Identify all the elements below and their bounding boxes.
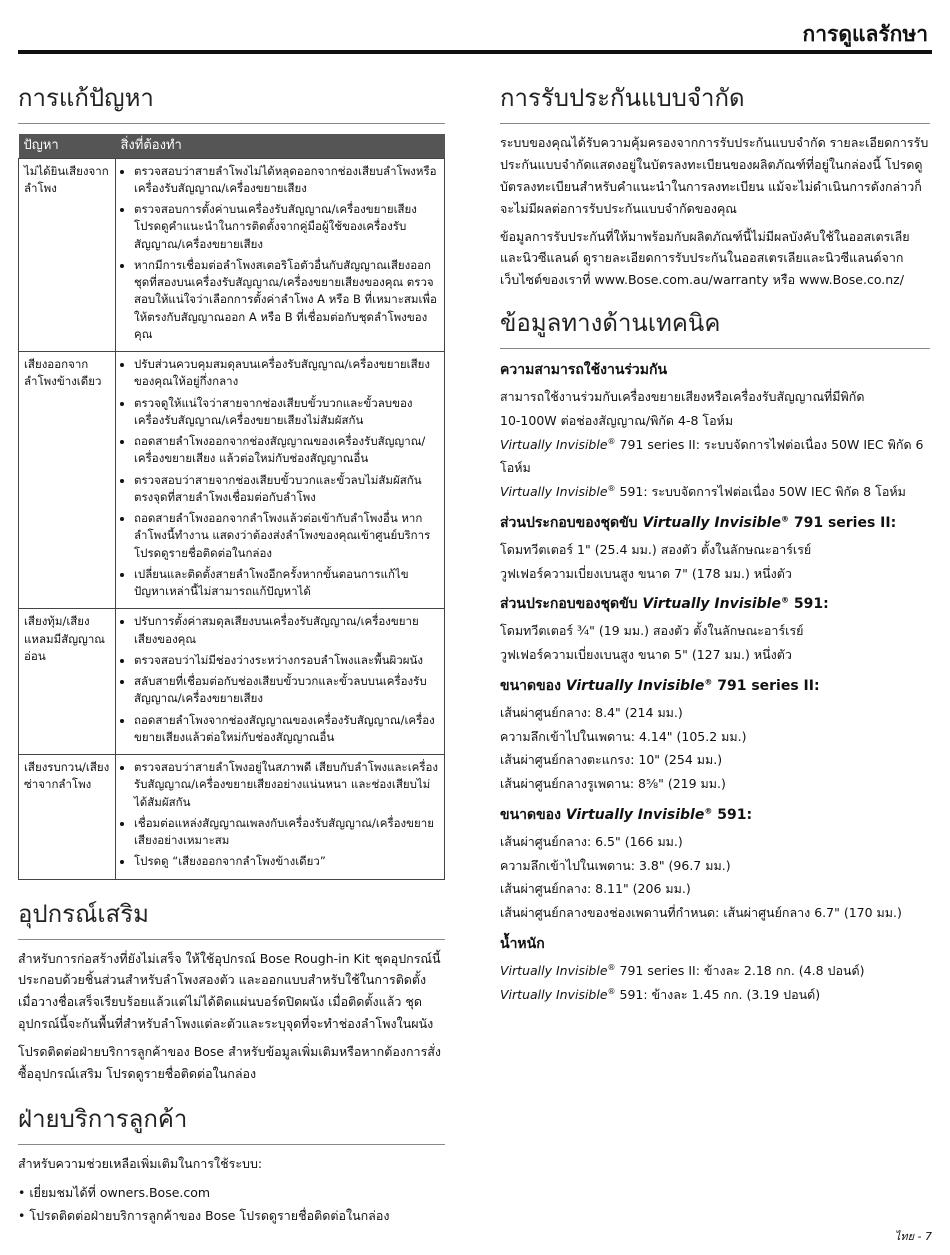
accessories-paragraph-2: โปรดติดต่อฝ่ายบริการลูกค้าของ Bose สำหรับข้อมูลเพิ่มเติมหรือหากต้องการสั่งซื้ออุปกรณ์เสริม โปรดดูรายชื่อติดต่อในกล่อง bbox=[18, 1044, 442, 1081]
action-item: • สลับสายที่เชื่อมต่อกับช่องเสียบขั้วบวกและขั้วลบบนเครื่องรับสัญญาณ/เครื่องขยายเสียง bbox=[134, 673, 439, 708]
kit-791-line: โดมทวีตเตอร์ 1" (25.4 มม.) สองตัว ตั้งในลักษณะอาร์เรย์ bbox=[500, 541, 812, 557]
action-cell bbox=[116, 609, 445, 755]
customer-service-heading: ฝ่ายบริการลูกค้า bbox=[18, 1099, 445, 1145]
problem-cell: ไม่ได้ยินเสียงจากลำโพง bbox=[19, 158, 116, 352]
warranty-paragraph-1: ระบบของคุณได้รับความคุ้มครองจากการรับประกันแบบจำกัด รายละเอียดการรับประกันแบบจำกัดแสดงอยู่ในบัตรลงทะเบียนของผลิตภัณฑ์ที่อยู่ในกล่องนี้ โปรดดูบัตรลงทะเบียนสำหรับคำแนะนำในการลงทะเบียน แม้จะไม่ดำเนินการดังกล่าวก็จะไม่มีผลต่อการรับประกันแบบจำกัดของคุณ bbox=[500, 135, 929, 216]
product-name: Virtually Invisible bbox=[642, 596, 781, 613]
page-number: ไทย - 7 bbox=[894, 1230, 932, 1243]
compat-line: 10-100W ต่อช่องสัญญาณ/พิกัด 4-8 โอห์ม bbox=[500, 412, 734, 428]
weight-591 bbox=[500, 983, 930, 1007]
size-prefix: ขนาดของ bbox=[500, 677, 561, 694]
registered-mark: ® bbox=[780, 595, 789, 605]
series-name: 791 series II bbox=[619, 436, 696, 452]
size-791-line: เส้นผ่าศูนย์กลาง: 8.4" (214 มม.) bbox=[500, 704, 683, 720]
col-header-action: สิ่งที่ต้องทำ bbox=[116, 134, 445, 158]
action-item: • เปลี่ยนและติดตั้งสายลำโพงอีกครั้งหากขั้นตอนการแก้ไขปัญหาเหล่านี้ไม่สามารถแก้ปัญหาได้ bbox=[134, 566, 439, 601]
registered-mark: ® bbox=[607, 436, 616, 446]
action-item: • ตรวจดูให้แน่ใจว่าสายจากช่องเสียบขั้วบวกและขั้วลบของเครื่องรับสัญญาณ/เครื่องขยายเสียงไม่สัมผัสกัน bbox=[134, 395, 439, 430]
weight-791-text: : ข้างละ 2.18 กก. (4.8 ปอนด์) bbox=[695, 962, 865, 978]
size-591-line: เส้นผ่าศูนย์กลาง: 6.5" (166 มม.) bbox=[500, 833, 683, 849]
action-item: • ตรวจสอบว่าสายจากช่องเสียบขั้วบวกและขั้วลบไม่สัมผัสกันตรงจุดที่สายลำโพงเชื่อมต่อกับลำโพง bbox=[134, 472, 439, 507]
registered-mark: ® bbox=[607, 986, 616, 996]
table-row bbox=[19, 609, 445, 755]
problem-cell: เสียงรบกวน/เสียงซ่าจากลำโพง bbox=[19, 755, 116, 880]
right-column bbox=[500, 78, 930, 1006]
product-name: Virtually Invisible bbox=[500, 436, 608, 452]
weight-title: น้ำหนัก bbox=[500, 935, 545, 952]
kit-591-title: ส่วนประกอบของชุดขับ Virtually Invisible® 591: bbox=[500, 595, 829, 613]
registered-mark: ® bbox=[607, 962, 616, 972]
table-row bbox=[19, 755, 445, 880]
weight-791 bbox=[500, 959, 930, 983]
size-791-line: ความลึกเข้าไปในเพดาน: 4.14" (105.2 มม.) bbox=[500, 728, 747, 744]
list-item: • โปรดติดต่อฝ่ายบริการลูกค้าของ Bose โปรดดูรายชื่อติดต่อในกล่อง bbox=[18, 1208, 390, 1224]
kit-prefix: ส่วนประกอบของชุดขับ bbox=[500, 596, 638, 613]
product-name: Virtually Invisible bbox=[500, 962, 608, 978]
product-name: Virtually Invisible bbox=[642, 514, 781, 531]
col-header-problem: ปัญหา bbox=[19, 134, 116, 158]
series-name: 591 bbox=[619, 484, 644, 500]
series-name: 791 series II bbox=[717, 677, 814, 694]
action-item: • ถอดสายลำโพงออกจากลำโพงแล้วต่อเข้ากับลำโพงอื่น หากลำโพงนี้ทำงาน แสดงว่าต้องส่งลำโพงของคุณเข้าศูนย์บริการ โปรดดูรายชื่อติดต่อในกล่อง bbox=[134, 510, 439, 562]
warranty-heading: การรับประกันแบบจำกัด bbox=[500, 78, 930, 124]
weight-591-text: : ข้างละ 1.45 กก. (3.19 ปอนด์) bbox=[643, 986, 821, 1002]
action-item: • ถอดสายลำโพงออกจากช่องสัญญาณของเครื่องรับสัญญาณ/เครื่องขยายเสียง แล้วต่อใหม่กับช่องสัญญาณอื่น bbox=[134, 433, 439, 468]
series-name: 591 bbox=[619, 986, 644, 1002]
accessories-paragraph-1: สำหรับการก่อสร้างที่ยังไม่เสร็จ ให้ใช้อุปกรณ์ Bose Rough-in Kit ชุดอุปกรณ์นี้ประกอบด้วยชิ้นส่วนสำหรับลำโพงสองตัว และออกแบบสำหรับใช้ในการติดตั้งเมื่อวางชื่อเสร็จเรียบร้อยแล้วแต่ไม่ได้ติดแผ่นบอร์ดปิดผนัง เมื่อติดตั้งแล้ว ชุดอุปกรณ์นี้จะกันพื้นที่สำหรับลำโพงแต่ละตัวและระบุจุดที่จะทำช่องลำโพงในผนัง bbox=[18, 950, 441, 1032]
troubleshooting-heading: การแก้ปัญหา bbox=[18, 78, 445, 124]
compat-line: สามารถใช้งานร่วมกับเครื่องขยายเสียงหรือเครื่องรับสัญญาณที่มีพิกัด bbox=[500, 389, 865, 405]
service-list bbox=[18, 1181, 445, 1229]
compat-591-text: : ระบบจัดการไฟต่อเนื่อง 50W IEC พิกัด 8 โอห์ม bbox=[643, 484, 906, 500]
accessories-heading: อุปกรณ์เสริม bbox=[18, 894, 445, 940]
kit-591-line: วูฟเฟอร์ความเบี่ยงเบนสูง ขนาด 5" (127 มม.) หนึ่งตัว bbox=[500, 647, 792, 663]
compat-title: ความสามารถใช้งานร่วมกัน bbox=[500, 362, 668, 379]
troubleshooting-table bbox=[18, 134, 445, 880]
action-item: • ปรับการตั้งค่าสมดุลเสียงบนเครื่องรับสัญญาณ/เครื่องขยายเสียงของคุณ bbox=[134, 613, 439, 648]
left-column bbox=[18, 78, 445, 1228]
action-item: • หากมีการเชื่อมต่อลำโพงสเตอริโอตัวอื่นกับสัญญาณเสียงออกชุดที่สองบนเครื่องรับสัญญาณ/เครื่องขยายเสียงของคุณ ตรวจสอบให้แน่ใจว่าเลือกการตั้งค่าลำโพง A หรือ B ที่เหมาะสมเพื่อให้ตรงกับสัญญาณออก A หรือ B ที่เชื่อมต่อกับชุดลำโพงของคุณ bbox=[134, 257, 439, 343]
table-row bbox=[19, 158, 445, 352]
problem-cell: เสียงออกจากลำโพงข้างเดียว bbox=[19, 352, 116, 609]
service-item-text: โปรดติดต่อฝ่ายบริการลูกค้าของ Bose โปรดดูรายชื่อติดต่อในกล่อง bbox=[29, 1208, 390, 1224]
series-name: 591 bbox=[717, 806, 747, 823]
size-591-line: เส้นผ่าศูนย์กลางของช่องเพดานที่กำหนด: เส้นผ่าศูนย์กลาง 6.7" (170 มม.) bbox=[500, 905, 902, 921]
size-791-line: เส้นผ่าศูนย์กลางรูเพดาน: 8⅝" (219 มม.) bbox=[500, 776, 726, 792]
registered-mark: ® bbox=[607, 483, 616, 493]
registered-mark: ® bbox=[704, 806, 713, 816]
size-791-line: เส้นผ่าศูนย์กลางตะแกรง: 10" (254 มม.) bbox=[500, 752, 723, 768]
registered-mark: ® bbox=[704, 677, 713, 687]
compat-791-text: : ระบบจัดการไฟต่อเนื่อง 50W IEC พิกัด 6 โอห์ม bbox=[500, 436, 924, 476]
action-item: • เชื่อมต่อแหล่งสัญญาณเพลงกับเครื่องรับสัญญาณ/เครื่องขยายเสียงอย่างเหมาะสม bbox=[134, 815, 439, 850]
action-item: • โปรดดู “เสียงออกจากลำโพงข้างเดียว” bbox=[134, 853, 439, 870]
product-name: Virtually Invisible bbox=[565, 806, 705, 823]
kit-prefix: ส่วนประกอบของชุดขับ bbox=[500, 514, 638, 531]
action-item: • ถอดสายลำโพงจากช่องสัญญาณของเครื่องรับสัญญาณ/เครื่องขยายเสียงแล้วต่อใหม่กับช่องสัญญาณอื่น bbox=[134, 712, 439, 747]
series-name: 791 series II bbox=[793, 514, 891, 531]
service-item-text: เยี่ยมชมได้ที่ owners.Bose.com bbox=[29, 1184, 211, 1200]
action-cell bbox=[116, 158, 445, 352]
page-header-title: การดูแลรักษา bbox=[802, 22, 928, 46]
product-name: Virtually Invisible bbox=[500, 986, 608, 1002]
action-item: • ตรวจสอบว่าสายลำโพงไม่ได้หลุดออกจากช่องเสียบลำโพงหรือเครื่องรับสัญญาณ/เครื่องขยายเสียง bbox=[134, 163, 439, 198]
size-prefix: ขนาดของ bbox=[500, 806, 561, 823]
size-791-title: ขนาดของ Virtually Invisible® 791 series II: bbox=[500, 677, 820, 694]
product-name: Virtually Invisible bbox=[500, 484, 608, 500]
header-rule bbox=[18, 50, 932, 54]
action-item: • ตรวจสอบการตั้งค่าบนเครื่องรับสัญญาณ/เครื่องขยายเสียง โปรดดูคำแนะนำในการติดตั้งจากคู่มือผู้ใช้ของเครื่องรับสัญญาณ/เครื่องขยายเสียง bbox=[134, 201, 439, 253]
compat-791 bbox=[500, 433, 930, 481]
registered-mark: ® bbox=[780, 514, 789, 524]
action-cell bbox=[116, 352, 445, 609]
size-591-title: ขนาดของ Virtually Invisible® 591: bbox=[500, 806, 753, 823]
service-intro: สำหรับความช่วยเหลือเพิ่มเติมในการใช้ระบบ: bbox=[18, 1155, 263, 1171]
warranty-paragraph-2: ข้อมูลการรับประกันที่ให้มาพร้อมกับผลิตภัณฑ์นี้ไม่มีผลบังคับใช้ในออสเตรเลียและนิวซีแลนด์ ดูรายละเอียดการรับประกันในออสเตรเลียและนิวซีแลนด์จากเว็บไซต์ของเราที่ www.Bose.com.au/warranty หรือ www.Bose.co.nz/ bbox=[500, 228, 910, 288]
action-item: • ปรับส่วนควบคุมสมดุลบนเครื่องรับสัญญาณ/เครื่องขยายเสียงของคุณให้อยู่กึ่งกลาง bbox=[134, 356, 439, 391]
table-row bbox=[19, 352, 445, 609]
action-cell bbox=[116, 755, 445, 880]
action-item: • ตรวจสอบว่าไม่มีช่องว่างระหว่างกรอบลำโพงและพื้นผิวผนัง bbox=[134, 652, 439, 669]
list-item: • เยี่ยมชมได้ที่ owners.Bose.com bbox=[18, 1184, 211, 1200]
kit-791-line: วูฟเฟอร์ความเบี่ยงเบนสูง ขนาด 7" (178 มม.) หนึ่งตัว bbox=[500, 565, 792, 581]
kit-791-title: ส่วนประกอบของชุดขับ Virtually Invisible® 791 series II: bbox=[500, 514, 897, 531]
problem-cell: เสียงทุ้ม/เสียงแหลมมีสัญญาณอ่อน bbox=[19, 609, 116, 755]
product-name: Virtually Invisible bbox=[565, 677, 705, 694]
compat-591 bbox=[500, 480, 930, 504]
series-name: 591 bbox=[793, 596, 824, 613]
size-591-line: ความลึกเข้าไปในเพดาน: 3.8" (96.7 มม.) bbox=[500, 857, 731, 873]
tech-heading: ข้อมูลทางด้านเทคนิค bbox=[500, 303, 930, 349]
series-name: 791 series II bbox=[619, 962, 696, 978]
action-item: • ตรวจสอบว่าสายลำโพงอยู่ในสภาพดี เสียบกับลำโพงและเครื่องรับสัญญาณ/เครื่องขยายเสียงอย่างแน่นหนา และช่องเสียบไม่ได้สัมผัสกัน bbox=[134, 759, 439, 811]
kit-591-line: โดมทวีตเตอร์ ¾" (19 มม.) สองตัว ตั้งในลักษณะอาร์เรย์ bbox=[500, 623, 804, 639]
size-591-line: เส้นผ่าศูนย์กลาง: 8.11" (206 มม.) bbox=[500, 881, 691, 897]
